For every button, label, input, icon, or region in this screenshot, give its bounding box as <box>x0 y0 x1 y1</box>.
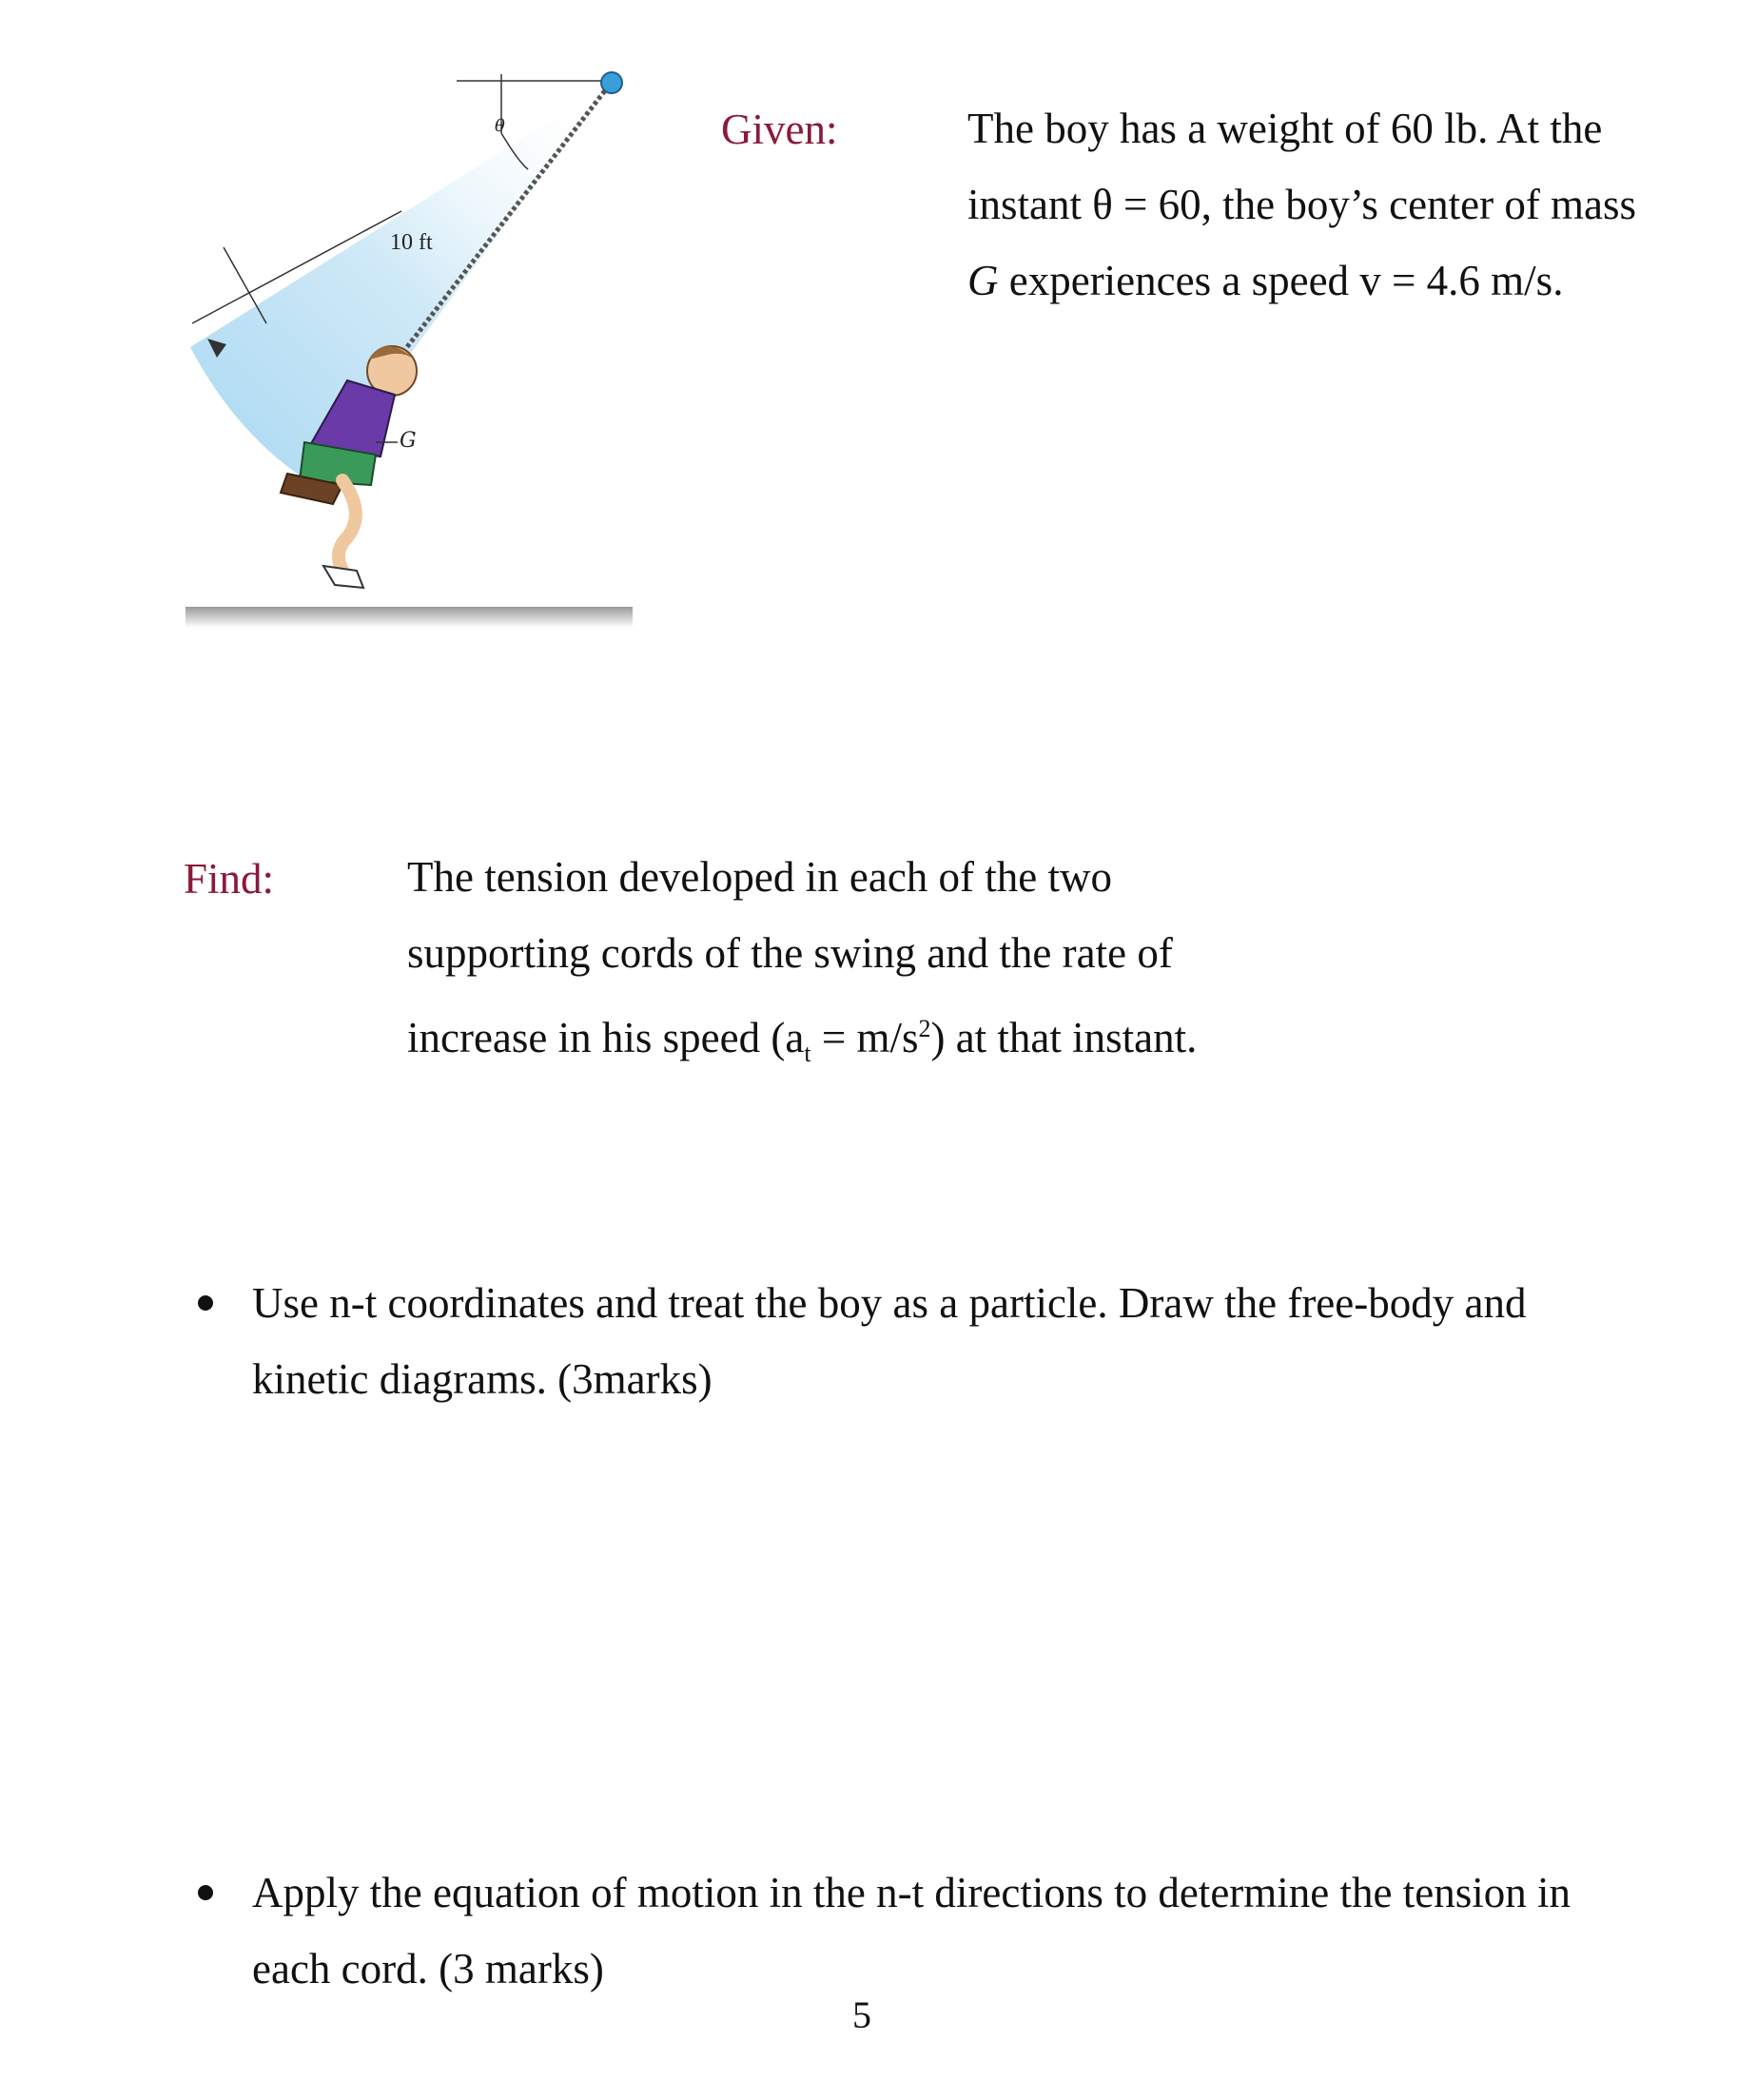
bullet-1-text <box>252 1265 1526 1417</box>
bullet-1-line-1: Use n-t coordinates and treat the boy as a particle. Draw the free-body and <box>252 1279 1527 1327</box>
page-number: 5 <box>852 1993 871 2036</box>
bullet-2-line-1: Apply the equation of motion in the n-t directions to determine the tension in <box>252 1869 1571 1916</box>
given-line-1: The boy has a weight of 60 lb. At the <box>967 105 1603 152</box>
bullet-2-line-2: each cord. (3 marks) <box>252 1945 604 1993</box>
find-text <box>407 839 1197 1092</box>
given-line-3 <box>967 243 1636 319</box>
swing-figure <box>181 57 656 656</box>
theta-label: θ <box>495 116 505 136</box>
boy-legs <box>339 480 356 571</box>
g-label: G <box>400 429 417 453</box>
bullet-2-text <box>252 1855 1571 2007</box>
find-line-2: supporting cords of the swing and the rate of <box>407 929 1173 977</box>
dimension-tick <box>224 247 266 323</box>
given-line-2: instant θ = 60, the boy’s center of mass <box>967 181 1637 228</box>
g-symbol: G <box>967 257 999 304</box>
pivot-point <box>601 72 622 93</box>
bullet-1-line-2: kinetic diagrams. (3marks) <box>252 1355 713 1403</box>
bullet-dot-1 <box>198 1295 213 1311</box>
bullet-dot-2 <box>198 1885 213 1900</box>
given-line-3-text: experiences a speed v = 4.6 m/s. <box>1008 257 1564 304</box>
find-line-3: increase in his speed $(a_t = m/s^2)$ at that instant. <box>407 1014 1198 1067</box>
length-label: 10 ft <box>390 230 433 255</box>
ground <box>185 607 633 628</box>
boy-shoe <box>323 566 363 588</box>
given-text <box>967 90 1636 319</box>
find-label: Find: <box>184 855 275 903</box>
given-label: Given: <box>721 106 838 153</box>
swing-arc-shading <box>190 84 609 485</box>
find-line-1: The tension developed in each of the two <box>407 853 1113 901</box>
